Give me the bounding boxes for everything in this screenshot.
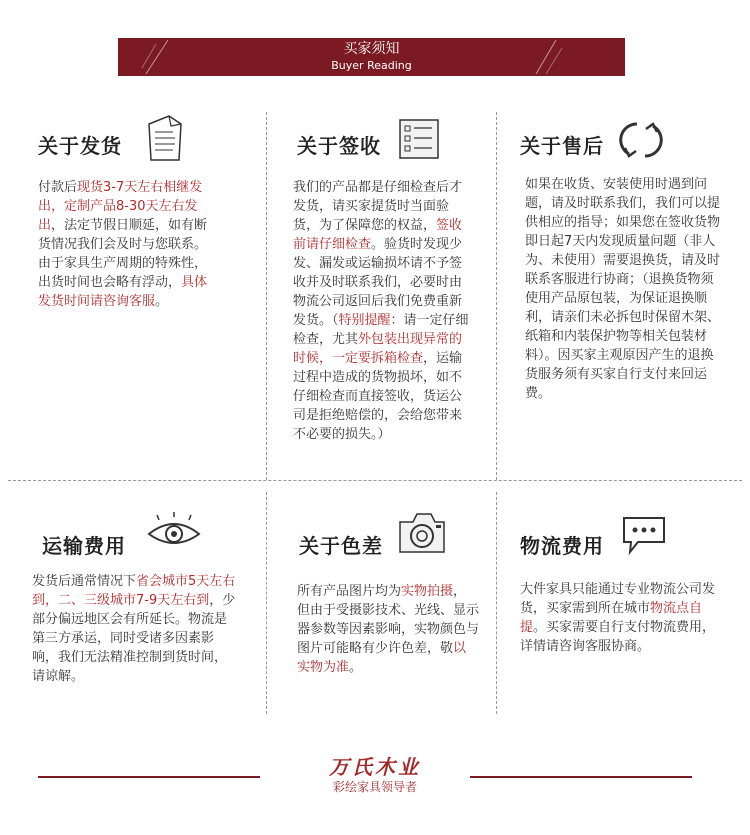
body-color — [297, 582, 479, 677]
body-text: 所有产品图片均为 — [297, 584, 402, 599]
chat-bubble-icon — [620, 514, 668, 556]
body-logistics — [520, 580, 727, 656]
eye-icon — [145, 512, 203, 554]
highlight-text: 现货3-7天左右相继发出，定制产品8-30天左右发出 — [38, 180, 203, 233]
divider-vertical-3 — [266, 492, 267, 714]
brand-logo — [300, 756, 450, 794]
body-text: 。买家需要自行支付物流费用，详情请咨询客服协商。 — [520, 620, 716, 654]
body-text: 。 — [155, 294, 169, 309]
footer-rule-right — [470, 776, 692, 778]
highlight-text: 具体发货时间请咨询客服 — [38, 275, 208, 309]
heading-receiving: 关于签收 — [297, 134, 381, 158]
camera-icon — [397, 508, 447, 556]
highlight-text: 省会城市5天左右到，二、三级城市7-9天左右到 — [32, 574, 236, 608]
heading-aftersales: 关于售后 — [520, 134, 604, 158]
brand-slogan: 彩绘家具领导者 — [332, 780, 417, 794]
banner-title: 买家须知 — [343, 41, 400, 57]
heading-shipping: 关于发货 — [38, 134, 122, 158]
body-text: 。验货时发现少发、漏发或运输损坏请不予签收并及时联系我们，必要时由物流公司返回后我们免费重新发货。（ — [293, 237, 463, 328]
highlight-text: 外包装出现异常的时候，一定要拆箱检查 — [293, 332, 463, 366]
body-receiving — [293, 178, 474, 444]
body-aftersales — [525, 175, 725, 403]
header-banner — [118, 38, 625, 76]
banner-subtitle: Buyer Reading — [331, 59, 412, 72]
highlight-text: 物流点自提 — [520, 601, 703, 635]
footer-rule-left — [38, 776, 260, 778]
body-text: 我们的产品都是仔细检查后才发货，请买家提货时当面验货，为了保障您的权益， — [293, 180, 463, 233]
heading-freight: 运输费用 — [42, 534, 126, 558]
document-icon — [143, 110, 187, 164]
divider-vertical-1 — [266, 112, 267, 480]
body-text: ，少部分偏远地区会有所延长。物流是第三方承运，同时受诸多因素影响，我们无法精准控制到货时间，请谅解。 — [32, 593, 236, 684]
highlight-text: 实物拍摄 — [401, 584, 454, 599]
body-text: 如果在收货、安装使用时遇到问题，请及时联系我们，我们可以提供相应的指导；如果您在签收货物即日起7天内发现质量问题（非人为、未使用）需要退换货，请及时联系客服进行协商；（退换货物须使用产品原包装，为保证退换顺利，请亲们未必拆包时保留木架、纸箱和内装保护物等相关包装材料）。因买家主观原因产生的退换货服务须有买家自行支付来回运费。 — [525, 177, 721, 401]
body-text: ，但由于受摄影技术、光线、显示器参数等因素影响，实物颜色与图片可能略有少许色差，敬 — [297, 584, 480, 656]
heading-color: 关于色差 — [299, 534, 383, 558]
body-text: ：请一定仔细检查，尤其 — [293, 313, 469, 347]
checklist-icon — [394, 116, 444, 162]
divider-vertical-2 — [496, 112, 497, 480]
body-text: ，法定节假日顺延，如有断货情况我们会及时与您联系。由于家具生产周期的特殊性，出货时间也会略有浮动， — [38, 218, 208, 290]
divider-horizontal — [8, 480, 742, 481]
body-text: 发货后通常情况下 — [32, 574, 137, 589]
body-text: 。 — [349, 660, 363, 675]
highlight-text: 以实物为准 — [297, 641, 467, 675]
body-text: 大件家具只能通过专业物流公司发货，买家需到所在城市 — [520, 582, 716, 616]
body-freight — [32, 572, 237, 686]
body-shipping — [38, 178, 218, 311]
refresh-icon — [617, 116, 665, 164]
divider-vertical-4 — [496, 492, 497, 714]
brand-logo-text: 万氏木业 — [329, 755, 421, 779]
heading-logistics: 物流费用 — [520, 534, 604, 558]
body-text: ，运输过程中造成的货物损坏，如不仔细检查而直接签收，货运公司是拒绝赔偿的，会给您带来不必要的损失。） — [293, 351, 463, 442]
highlight-text: 特别提醒 — [338, 313, 391, 328]
body-text: 付款后 — [38, 180, 78, 195]
highlight-text: 签收前请仔细检查 — [293, 218, 463, 252]
